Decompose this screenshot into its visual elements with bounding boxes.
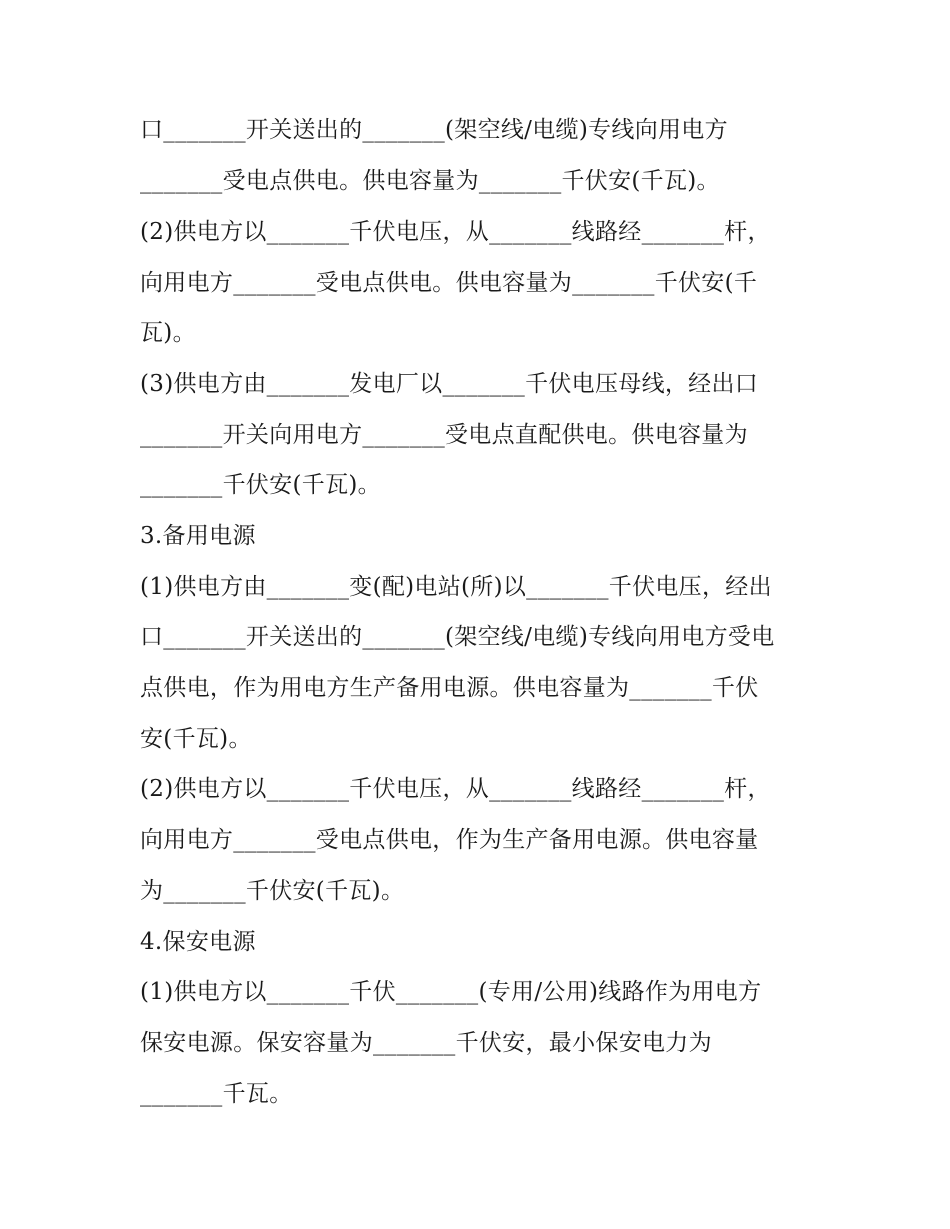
text-line: _______受电点供电。供电容量为_______千伏安(千瓦)。 [140, 168, 720, 194]
text-line: 瓦)。 [140, 320, 196, 346]
text-line: _______千瓦。 [140, 1081, 293, 1107]
text-line: (1)供电方由_______变(配)电站(所)以_______千伏电压，经出 [140, 574, 772, 600]
text-line: 点供电，作为用电方生产备用电源。供电容量为_______千伏 [140, 675, 759, 701]
text-line: (2)供电方以_______千伏电压，从_______线路经_______杆， [140, 219, 771, 245]
text-line: 为_______千伏安(千瓦)。 [140, 878, 405, 904]
text-line: (1)供电方以_______千伏_______(专用/公用)线路作为用电方 [140, 979, 762, 1005]
text-line: _______开关向用电方_______受电点直配供电。供电容量为 [140, 422, 748, 448]
text-line: 向用电方_______受电点供电。供电容量为_______千伏安(千 [140, 270, 758, 296]
text-line: (3)供电方由_______发电厂以_______千伏电压母线，经出口 [140, 371, 759, 397]
text-line: (2)供电方以_______千伏电压，从_______线路经_______杆， [140, 776, 771, 802]
text-line: 口_______开关送出的_______(架空线/电缆)专线向用电方 [140, 117, 728, 143]
section-heading: 3.备用电源 [140, 523, 256, 549]
text-line: 口_______开关送出的_______(架空线/电缆)专线向用电方受电 [140, 624, 775, 650]
text-line: 向用电方_______受电点供电，作为生产备用电源。供电容量 [140, 827, 759, 853]
text-line: 保安电源。保安容量为_______千伏安，最小保安电力为 [140, 1030, 712, 1056]
section-heading: 4.保安电源 [140, 929, 256, 955]
text-line: 安(千瓦)。 [140, 726, 252, 752]
text-line: _______千伏安(千瓦)。 [140, 472, 381, 498]
